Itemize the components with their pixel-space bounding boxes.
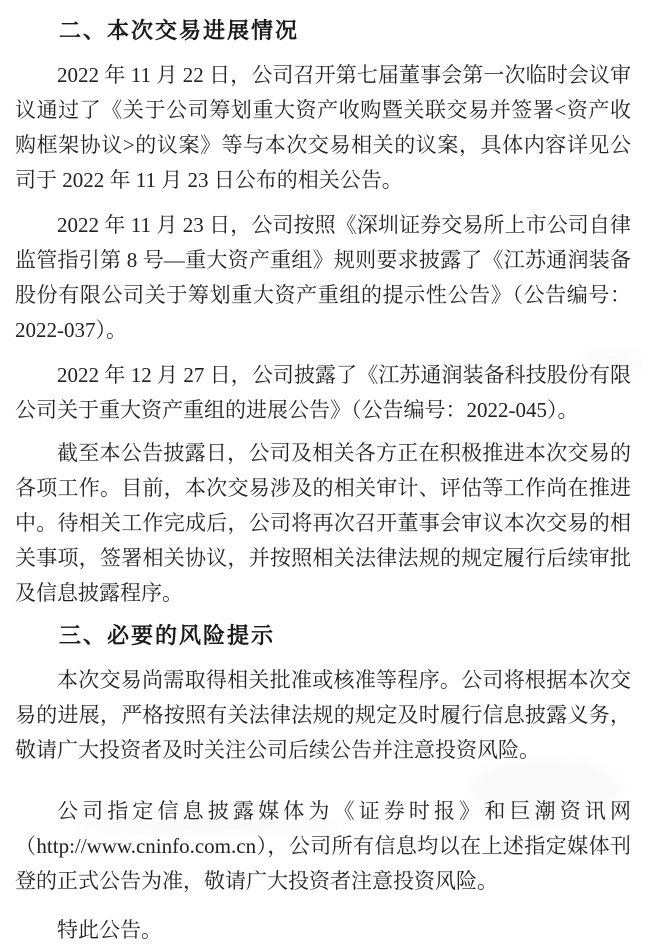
document-body — [15, 16, 631, 948]
section-heading: 二、本次交易进展情况 — [59, 18, 300, 43]
section-heading: 三、必要的风险提示 — [59, 623, 276, 648]
body-paragraph: 2022 年 12 月 27 日，公司披露了《江苏通润装备科技股份有限公司关于重大资产重组的进展公告》（公告编号：2022-045）。 — [15, 363, 631, 422]
body-paragraph: 特此公告。 — [57, 918, 162, 942]
body-paragraph: 2022 年 11 月 23 日，公司按照《深圳证券交易所上市公司自律监管指引第 8 号—重大资产重组》规则要求披露了《江苏通润装备股份有限公司关于筹划重大资产重组的提示性公告》（公告编号：2022-037）。 — [15, 213, 631, 342]
body-paragraph: 本次交易尚需取得相关批准或核准等程序。公司将根据本次交易的进展，严格按照有关法律法规的规定及时履行信息披露义务，敬请广大投资者及时关注公司后续公告并注意投资风险。 — [15, 668, 631, 762]
body-paragraph: 2022 年 11 月 22 日，公司召开第七届董事会第一次临时会议审议通过了《关于公司筹划重大资产收购暨关联交易并签署<资产收购框架协议>的议案》等与本次交易相关的议案，具体内容详见公司于 2022 年 11 月 23 日公布的相关公告。 — [15, 63, 631, 192]
body-paragraph: 公司指定信息披露媒体为《证券时报》和巨潮资讯网（http://www.cninfo.com.cn），公司所有信息均以在上述指定媒体刊登的正式公告为准，敬请广大投资者注意投资风险。 — [15, 799, 631, 893]
body-paragraph: 截至本公告披露日，公司及相关各方正在积极推进本次交易的各项工作。目前，本次交易涉及的相关审计、评估等工作尚在推进中。待相关工作完成后，公司将再次召开董事会审议本次交易的相关事项，签署相关协议，并按照相关法律法规的规定履行后续审批及信息披露程序。 — [15, 441, 631, 605]
